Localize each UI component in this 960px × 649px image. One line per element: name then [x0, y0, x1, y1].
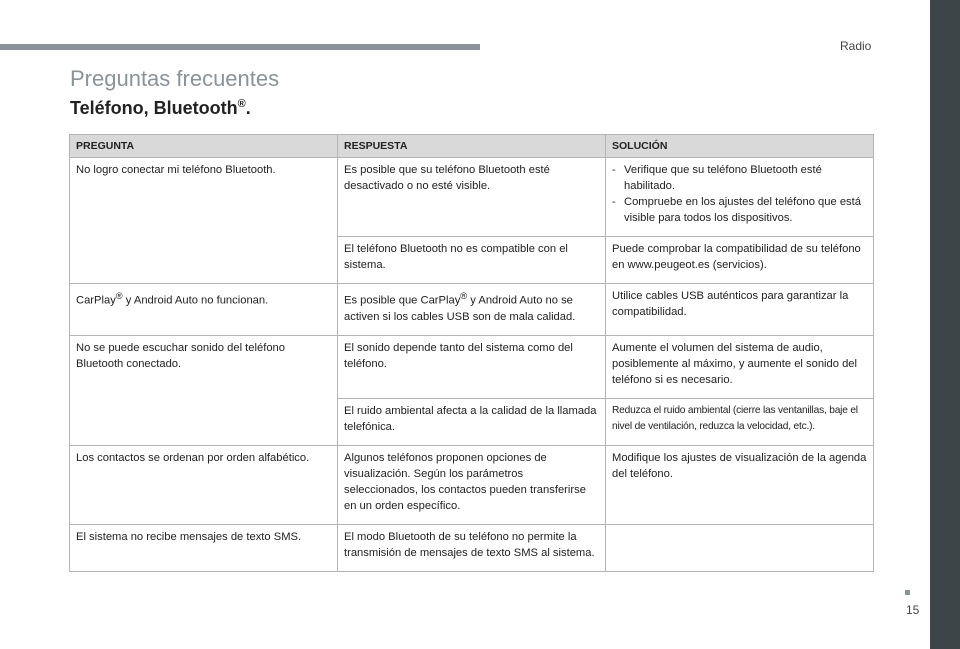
side-band	[930, 0, 960, 649]
text-part: y Android Auto no se activen si los cables USB son de mala calidad.	[344, 294, 576, 323]
header-respuesta: RESPUESTA	[338, 135, 606, 158]
solution-list	[612, 162, 867, 226]
cell-respuesta: El teléfono Bluetooth no es compatible con el sistema.	[338, 237, 606, 284]
registered-mark: ®	[460, 291, 468, 301]
cell-pregunta: El sistema no recibe mensajes de texto SMS.	[70, 524, 338, 571]
cell-pregunta: No logro conectar mi teléfono Bluetooth.	[70, 158, 338, 237]
cell-solucion: Reduzca el ruido ambiental (cierre las ventanillas, baje el nivel de ventilación, reduzca la velocidad, etc.).	[606, 398, 874, 445]
cell-respuesta: El modo Bluetooth de su teléfono no permite la transmisión de mensajes de texto SMS al sistema.	[338, 524, 606, 571]
subtitle-end: .	[245, 98, 251, 118]
top-rule	[0, 44, 480, 50]
cell-solucion	[606, 158, 874, 237]
header-pregunta: PREGUNTA	[70, 135, 338, 158]
cell-solucion: Puede comprobar la compatibilidad de su teléfono en www.peugeot.es (servicios).	[606, 237, 874, 284]
text-part: CarPlay	[76, 294, 116, 307]
table-row	[70, 284, 874, 336]
page-title: Preguntas frecuentes	[70, 66, 280, 91]
page-number: 15	[906, 603, 920, 617]
cell-pregunta: Los contactos se ordenan por orden alfabético.	[70, 445, 338, 524]
list-item: - Verifique que su teléfono Bluetooth esté habilitado.	[612, 162, 867, 194]
table-row	[70, 524, 874, 571]
cell-pregunta: No se puede escuchar sonido del teléfono Bluetooth conectado.	[70, 335, 338, 398]
table-row	[70, 237, 874, 284]
cell-solucion: Utilice cables USB auténticos para garantizar la compatibilidad.	[606, 284, 874, 336]
cell-respuesta	[338, 284, 606, 336]
page-marker	[905, 590, 910, 595]
cell-respuesta: El ruido ambiental afecta a la calidad de la llamada telefónica.	[338, 398, 606, 445]
text-part: Es posible que CarPlay	[344, 294, 461, 307]
table-row	[70, 158, 874, 237]
cell-respuesta: El sonido depende tanto del sistema como del teléfono.	[338, 335, 606, 398]
cell-pregunta	[70, 284, 338, 336]
table-row	[70, 335, 874, 398]
faq-table	[69, 134, 874, 572]
cell-solucion-empty	[606, 524, 874, 571]
table-row	[70, 398, 874, 445]
list-item: - Compruebe en los ajustes del teléfono que está visible para todos los dispositivos.	[612, 194, 867, 226]
registered-mark: ®	[237, 98, 246, 110]
header-solucion: SOLUCIÓN	[606, 135, 874, 158]
cell-pregunta-empty	[70, 398, 338, 445]
page-subtitle	[70, 98, 251, 119]
text-part: y Android Auto no funcionan.	[122, 294, 269, 307]
table-row	[70, 445, 874, 524]
cell-pregunta-empty	[70, 237, 338, 284]
cell-solucion: Aumente el volumen del sistema de audio, posiblemente al máximo, y aumente el sonido del teléfono si es necesario.	[606, 335, 874, 398]
subtitle-text: Teléfono, Bluetooth	[70, 98, 238, 118]
section-label: Radio	[840, 39, 872, 53]
table-header-row	[70, 135, 874, 158]
cell-respuesta: Algunos teléfonos proponen opciones de visualización. Según los parámetros seleccionados, los contactos pueden transferirse en un orden específico.	[338, 445, 606, 524]
cell-solucion: Modifique los ajustes de visualización de la agenda del teléfono.	[606, 445, 874, 524]
cell-respuesta: Es posible que su teléfono Bluetooth esté desactivado o no esté visible.	[338, 158, 606, 237]
registered-mark: ®	[115, 291, 123, 301]
